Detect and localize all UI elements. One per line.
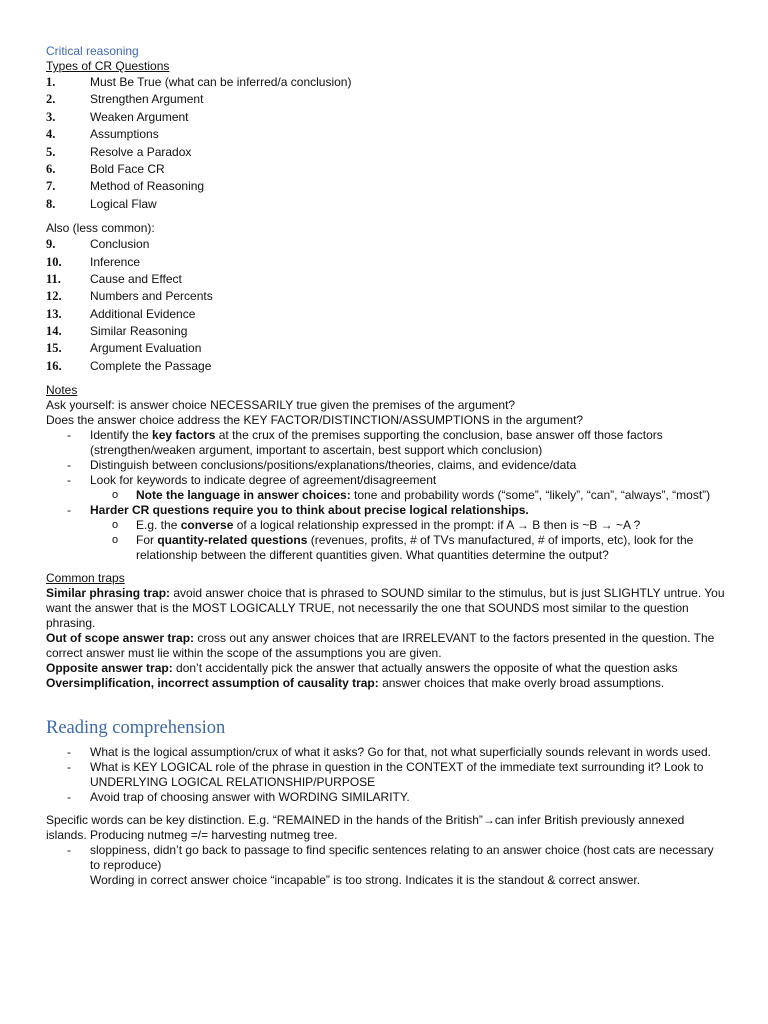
bullet-text: Look for keywords to indicate degree of agreement/disagreement xyxy=(90,473,437,488)
dash-bullet: - xyxy=(67,760,71,775)
list-item xyxy=(46,254,726,271)
list-number: 2. xyxy=(46,92,56,107)
list-number: 14. xyxy=(46,324,62,339)
bullet-text: E.g. the xyxy=(136,518,181,533)
cr-also-list xyxy=(46,236,726,375)
list-item xyxy=(46,196,726,213)
dash-bullet: - xyxy=(67,503,71,518)
list-number: 5. xyxy=(46,144,56,159)
trap-label: Out of scope answer trap: xyxy=(46,631,195,646)
list-text: Weaken Argument xyxy=(90,109,189,124)
trap-paragraph xyxy=(46,586,726,631)
list-text: Bold Face CR xyxy=(90,161,165,176)
trap-paragraph xyxy=(46,661,726,676)
trap-label: Oversimplification, incorrect assumption of causality trap: xyxy=(46,676,379,691)
list-text: Strengthen Argument xyxy=(90,92,204,107)
list-text: Conclusion xyxy=(90,237,150,252)
bullet-text: (revenues, profits, # of TVs manufactured, # of imports, etc), look for the relationship between the different quantities given. What quantities determine the output? xyxy=(136,533,694,563)
list-number: 15. xyxy=(46,341,62,356)
list-text: Similar Reasoning xyxy=(90,324,188,339)
list-text: Resolve a Paradox xyxy=(90,144,192,159)
list-number: 6. xyxy=(46,161,56,176)
list-number: 10. xyxy=(46,254,62,269)
list-item xyxy=(46,323,726,340)
list-number: 4. xyxy=(46,127,56,142)
list-number: 12. xyxy=(46,289,62,304)
bullet-bold-text: Harder CR questions require you to think about precise logical relationships. xyxy=(90,503,529,518)
sub-bullet-list xyxy=(90,518,726,563)
list-text: Argument Evaluation xyxy=(90,341,202,356)
list-item xyxy=(46,843,726,873)
dash-bullet: - xyxy=(67,458,71,473)
list-item xyxy=(90,488,726,503)
list-text: Additional Evidence xyxy=(90,306,196,321)
dash-bullet: - xyxy=(67,745,71,760)
bullet-text: Identify the xyxy=(90,428,153,443)
list-item xyxy=(46,503,726,563)
list-item xyxy=(46,458,726,473)
list-item xyxy=(46,161,726,178)
rc-paragraph: Specific words can be key distinction. E.g. “REMAINED in the hands of the British”→can infer British previously annexed islands. Producing nutmeg =/= harvesting nutmeg tree. xyxy=(46,813,685,843)
list-item xyxy=(46,144,726,161)
list-number: 11. xyxy=(46,271,61,286)
trap-text: don’t accidentally pick the answer that actually answers the opposite of what the question asks xyxy=(172,661,678,676)
list-item xyxy=(46,473,726,503)
bullet-bold-text: key factors xyxy=(152,428,216,443)
bullet-text: tone and probability words (“some”, “likely”, “can”, “always”, “most”) xyxy=(350,488,711,503)
notes-line: Ask yourself: is answer choice NECESSARILY true given the premises of the argument? xyxy=(46,398,516,413)
list-item xyxy=(46,126,726,143)
trap-label: Similar phrasing trap: xyxy=(46,586,171,601)
circle-bullet: o xyxy=(112,534,119,547)
list-item xyxy=(46,288,726,305)
list-number: 3. xyxy=(46,109,56,124)
cr-types-list xyxy=(46,74,726,213)
rc-continuation-line: Wording in correct answer choice “incapable” is too strong. Indicates it is the standout & correct answer. xyxy=(90,873,641,888)
bullet-text: sloppiness, didn’t go back to passage to find specific sentences relating to an answer choice (host cats are necessary to reproduce) xyxy=(90,843,714,873)
list-item xyxy=(46,306,726,323)
list-number: 8. xyxy=(46,196,56,211)
types-heading: Types of CR Questions xyxy=(46,59,170,73)
bullet-text: What is the logical assumption/crux of what it asks? Go for that, not what superficially sounds relevant in words used. xyxy=(90,745,711,760)
also-label: Also (less common): xyxy=(46,221,155,236)
trap-text: answer choices that make overly broad assumptions. xyxy=(378,676,665,691)
notes-bullet-list xyxy=(46,428,726,563)
dash-bullet: - xyxy=(67,790,71,805)
dash-bullet: - xyxy=(67,428,71,443)
rc-bullet-list xyxy=(46,843,726,873)
list-item xyxy=(90,518,726,533)
list-number: 1. xyxy=(46,75,56,89)
bullet-bold-text: quantity-related questions xyxy=(157,533,308,548)
list-item xyxy=(90,533,726,563)
notes-line: Does the answer choice address the KEY FACTOR/DISTINCTION/ASSUMPTIONS in the argument? xyxy=(46,413,584,428)
list-text: Must Be True (what can be inferred/a conclusion) xyxy=(90,75,352,89)
rc-bullet-list xyxy=(46,745,726,805)
list-number: 16. xyxy=(46,358,62,373)
list-text: Assumptions xyxy=(90,127,159,142)
list-text: Cause and Effect xyxy=(90,271,182,286)
document-page xyxy=(46,44,726,888)
list-item xyxy=(46,236,726,253)
bullet-text: What is KEY LOGICAL role of the phrase in question in the CONTEXT of the immediate text surrounding it? Look to UNDERLYING LOGICAL RELATIONSHIP/PURPOSE xyxy=(90,760,704,790)
bullet-text: Avoid trap of choosing answer with WORDING SIMILARITY. xyxy=(90,790,410,805)
list-item xyxy=(46,178,726,195)
list-text: Numbers and Percents xyxy=(90,289,213,304)
list-item xyxy=(46,428,726,458)
dash-bullet: - xyxy=(67,473,71,488)
list-item xyxy=(46,340,726,357)
circle-bullet: o xyxy=(112,519,119,532)
bullet-text: For xyxy=(136,533,158,548)
trap-paragraph xyxy=(46,676,726,691)
list-number: 7. xyxy=(46,179,56,194)
common-traps-heading: Common traps xyxy=(46,571,125,586)
list-text: Method of Reasoning xyxy=(90,179,205,194)
bullet-text: of a logical relationship expressed in the prompt: if A → B then is ~B → ~A ? xyxy=(233,518,641,533)
sub-bullet-list xyxy=(90,488,726,503)
list-item xyxy=(46,109,726,126)
list-text: Logical Flaw xyxy=(90,196,157,211)
list-number: 13. xyxy=(46,306,62,321)
list-text: Inference xyxy=(90,254,141,269)
reading-comprehension-title: Reading comprehension xyxy=(46,718,226,739)
list-item xyxy=(46,760,726,790)
notes-heading: Notes xyxy=(46,383,78,398)
trap-text: avoid answer choice that is phrased to SOUND similar to the stimulus, but is just SLIGHTLY untrue. You want the answer that is the MOST LOGICALLY TRUE, not necessarily the one that SOUNDS most similar to the question phrasing. xyxy=(46,586,725,631)
bullet-text: at the crux of the premises supporting the conclusion, base answer off those factors (strengthen/weaken argument, important to ascertain, best support which conclusion) xyxy=(90,428,663,458)
list-item xyxy=(46,358,726,375)
trap-label: Opposite answer trap: xyxy=(46,661,173,676)
list-number: 9. xyxy=(46,237,56,252)
bullet-bold-text: converse xyxy=(180,518,234,533)
list-item xyxy=(46,745,726,760)
list-item xyxy=(46,271,726,288)
trap-paragraph xyxy=(46,631,726,661)
dash-bullet: - xyxy=(67,843,71,858)
bullet-bold-text: Note the language in answer choices: xyxy=(136,488,351,503)
list-item xyxy=(46,91,726,108)
bullet-text: Distinguish between conclusions/positions/explanations/theories, claims, and evidence/data xyxy=(90,458,577,473)
list-item xyxy=(46,790,726,805)
trap-text: cross out any answer choices that are IRRELEVANT to the factors presented in the question. The correct answer must lie within the scope of the assumptions you are given. xyxy=(46,631,715,661)
circle-bullet: o xyxy=(112,489,119,502)
list-text: Complete the Passage xyxy=(90,358,212,373)
critical-reasoning-title: Critical reasoning xyxy=(46,44,139,58)
list-item xyxy=(46,74,726,91)
